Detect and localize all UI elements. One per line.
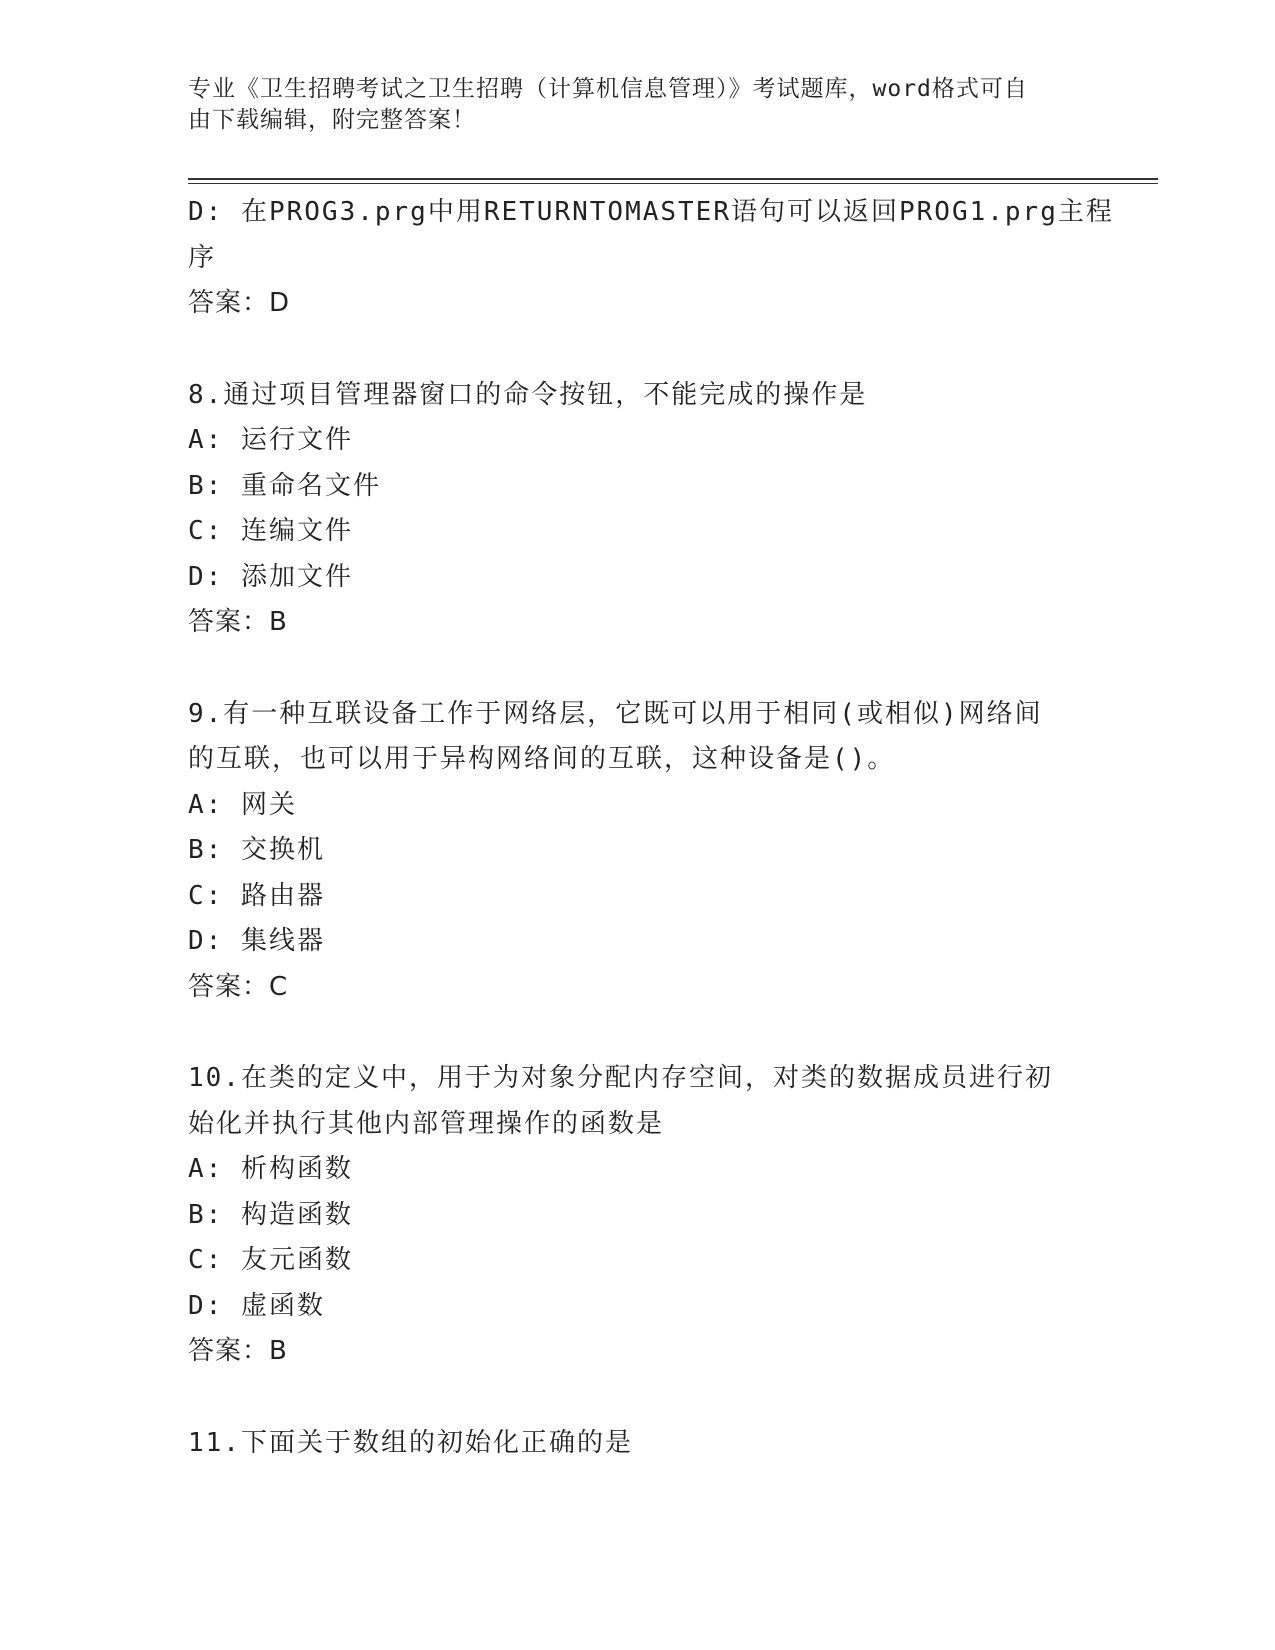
question-11: [188, 1421, 1088, 1467]
option-d: D: 虚函数: [188, 1290, 325, 1321]
option-c: C: 连编文件: [188, 516, 353, 546]
question-content: [188, 190, 1114, 1466]
option-c: C: 友元函数: [188, 1245, 353, 1275]
option-b: B: 交换机: [188, 835, 325, 865]
option-a: A: 运行文件: [188, 425, 353, 455]
option-a: A: 析构函数: [188, 1154, 353, 1184]
answer-line: 答案：D: [188, 288, 291, 318]
option-d: D: 在PROG3.prg中用RETURNTOMASTER语句可以返回PROG1.prg主程: [188, 197, 1114, 227]
question-text-continued: 的互联，也可以用于异构网络间的互联，这种设备是()。: [188, 744, 896, 774]
option-c: C: 路由器: [188, 880, 325, 911]
option-d-continued: 序: [188, 242, 217, 273]
question-9: [188, 692, 1088, 1011]
question-10: [188, 1056, 1088, 1375]
spacer: [188, 1375, 1088, 1421]
spacer: [188, 327, 1088, 373]
spacer: [188, 1010, 1088, 1056]
header-divider-thick: [188, 178, 1158, 180]
question-text: 8.通过项目管理器窗口的命令按钮，不能完成的操作是: [188, 379, 868, 410]
option-b: B: 重命名文件: [188, 470, 381, 501]
question-8: [188, 373, 1088, 646]
answer-line: 答案：C: [188, 971, 289, 1002]
previous-question: [188, 190, 1114, 327]
document-header: [188, 74, 1068, 136]
option-d: D: 添加文件: [188, 561, 353, 592]
header-divider-thin: [188, 183, 1158, 184]
option-d: D: 集线器: [188, 926, 325, 956]
spacer: [188, 646, 1088, 692]
question-text: 9.有一种互联设备工作于网络层，它既可以用于相同(或相似)网络间: [188, 698, 1043, 729]
header-line-1: 专业《卫生招聘考试之卫生招聘（计算机信息管理）》考试题库，word格式可自: [188, 76, 1028, 102]
question-text: 11.下面关于数组的初始化正确的是: [188, 1427, 633, 1458]
question-text-continued: 始化并执行其他内部管理操作的函数是: [188, 1108, 665, 1139]
question-text: 10.在类的定义中，用于为对象分配内存空间，对类的数据成员进行初: [188, 1063, 1053, 1093]
option-a: A: 网关: [188, 789, 297, 820]
option-b: B: 构造函数: [188, 1199, 353, 1230]
header-line-2: 由下载编辑，附完整答案！: [188, 107, 476, 133]
answer-line: 答案：B: [188, 1336, 288, 1366]
answer-line: 答案：B: [188, 607, 288, 637]
